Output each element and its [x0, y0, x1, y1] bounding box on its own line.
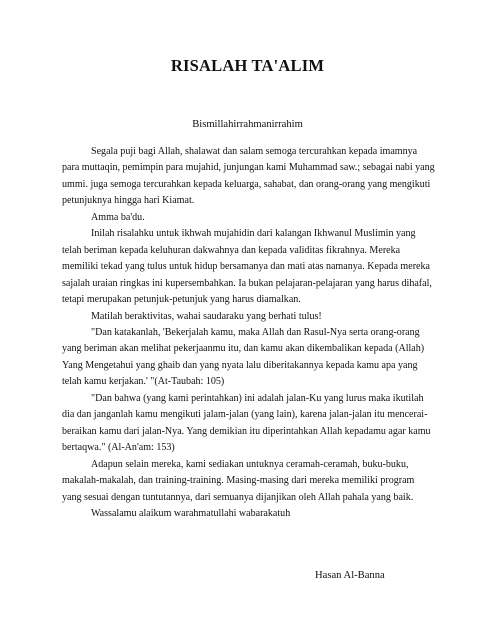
paragraph-others: Adapun selain mereka, kami sediakan untuknya ceramah-ceramah, buku-buku, makalah-makalah, dan training-training. Masing-masing dari mereka memiliki program yang sesuai dengan tuntutannya, dari semuanya dijanjikan oleh Allah pahala yang baik. — [62, 458, 415, 503]
paragraph-intro: Segala puji bagi Allah, shalawat dan salam semoga tercurahkan kepada imamnya para muttaqin, pemimpin para mujahid, junjungan kami Muhammad saw.; sebagai nabi yang ummi. juga semoga tercurahkan kepada keluarga, sahabat, dan orang-orang yang mengikuti petunjuknya hingga hari Kiamat. — [62, 146, 435, 207]
author-signature: Hasan Al-Banna — [315, 570, 385, 581]
document-body — [62, 144, 436, 522]
paragraph-risalah: Inilah risalahku untuk ikhwah mujahidin dari kalangan Ikhwanul Muslimin yang telah beriman kepada keluhuran dakwahnya dan kepada validitas fikrahnya. Mereka memiliki tekad yang tulus untuk hidup bersamanya dan mati atas namanya. Kepada mereka sajalah uraian ringkas ini kupersembahkan. Ia bukan pelajaran-pelajaran yang harus dihafal, tetapi merupakan petunjuk-petunjuk yang harus diamalkan. — [62, 228, 432, 306]
paragraph-quote-at-taubah: "Dan katakanlah, 'Bekerjalah kamu, maka Allah dan Rasul-Nya serta orang-orang yang beriman akan melihat pekerjaanmu itu, dan kamu akan dikembalikan kepada (Allah) Yang Mengetahui yang ghaib dan yang nyata lalu diberitakannya kepada kamu apa yang telah kamu kerjakan.' "(At-Taubah: 105) — [62, 326, 425, 388]
paragraph-quote-al-anam: "Dan bahwa (yang kami perintahkan) ini adalah jalan-Ku yang lurus maka ikutilah dia dan janganlah kamu mengikuti jalam-jalan (yang lain), karena jalan-jalan itu mencerai-beraikan kamu dari jalan-Nya. Yang demikian itu diperintahkan Allah kepadamu agar kamu bertaqwa." (Al-An'am: 153) — [62, 392, 431, 454]
paragraph-closing: Wassalamu alaikum warahmatullahi wabarakatuh — [91, 507, 291, 519]
paragraph-exhortation: Matilah beraktivitas, wahai saudaraku yang berhati tulus! — [91, 310, 322, 322]
opening-basmalah: Bismillahirrahmanirrahim — [192, 119, 303, 130]
paragraph-amma-badu: Amma ba'du. — [91, 211, 145, 223]
document-title: RISALAH TA'ALIM — [170, 56, 325, 75]
